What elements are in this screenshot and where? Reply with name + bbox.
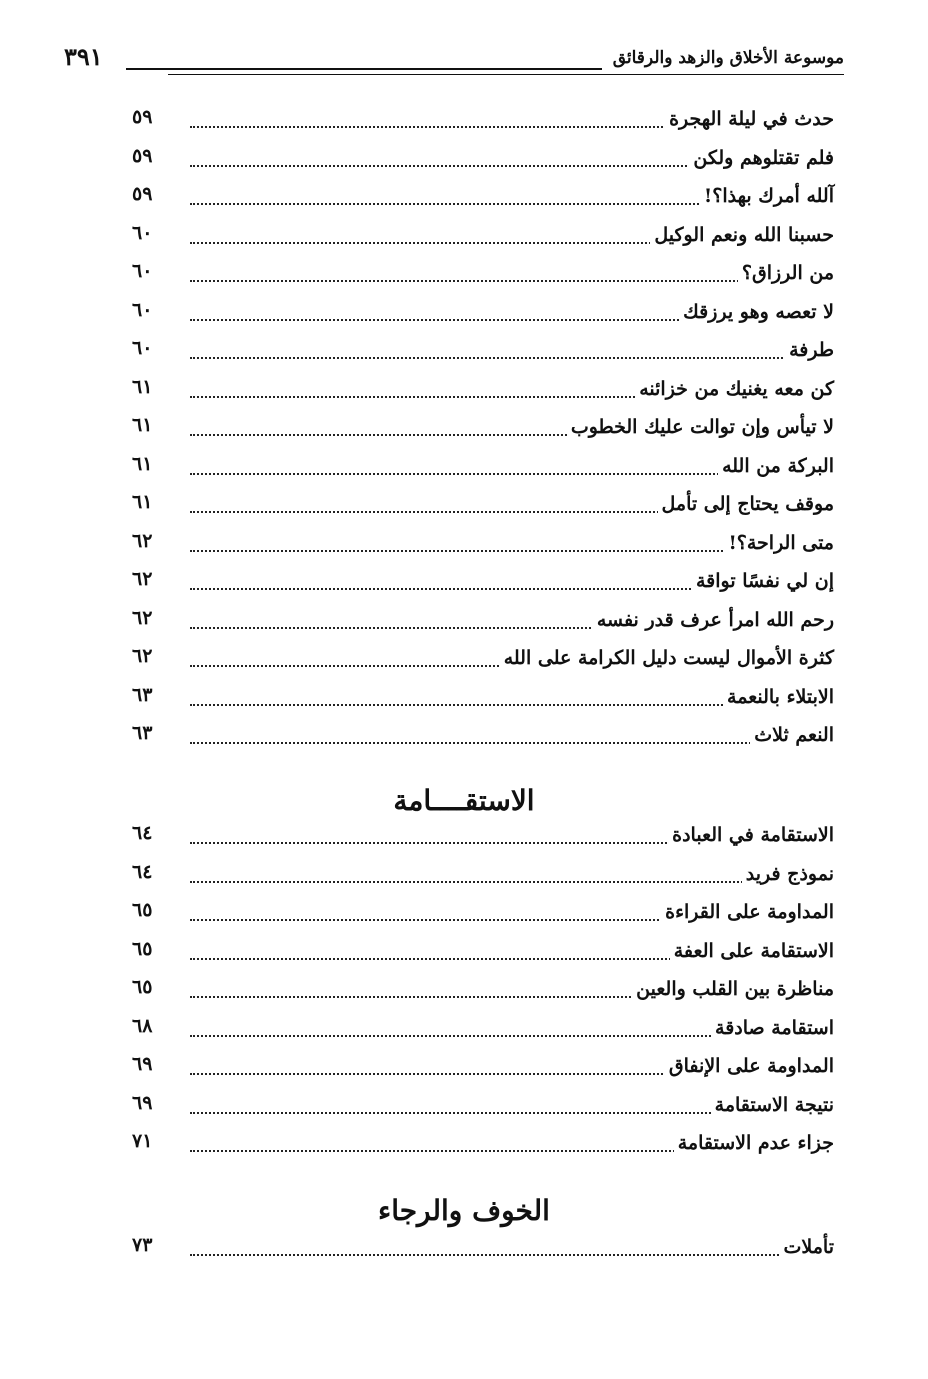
toc-entry-title: نموذج فريد — [742, 863, 834, 885]
section-heading-khawf: الخوف والرجاء — [378, 1194, 550, 1227]
toc-entry — [118, 897, 834, 936]
toc-entry-page: ٦١ — [132, 375, 153, 398]
toc-entry-title: البركة من الله — [718, 455, 834, 477]
toc-entry-page: ٥٩ — [132, 183, 153, 205]
toc-entry — [118, 143, 834, 182]
toc-entry — [118, 104, 834, 143]
toc-entry-page: ٦٢ — [132, 529, 153, 552]
toc-entry-page: ٦٥ — [132, 899, 153, 921]
page-header — [64, 42, 844, 78]
toc-entry-page: ٦٤ — [132, 860, 153, 883]
toc-section-3 — [118, 1232, 834, 1271]
toc-entry — [118, 258, 834, 297]
toc-entry-page: ٧١ — [132, 1130, 153, 1152]
toc-entry-title: تأملات — [780, 1236, 834, 1258]
toc-entry-page: ٧٣ — [132, 1234, 153, 1256]
toc-entry-page: ٦١ — [132, 414, 153, 436]
toc-entry — [118, 605, 834, 644]
toc-entry-page: ٦١ — [132, 491, 153, 513]
toc-entry-title: إن لي نفسًا تواقة — [692, 570, 834, 592]
toc-entry-title: رحم الله امرأ عرف قدر نفسه — [593, 609, 834, 631]
toc-entry-title: حدث في ليلة الهجرة — [665, 108, 834, 130]
toc-entry-title: كن معه يغنيك من خزائنه — [635, 378, 834, 400]
toc-entry — [118, 412, 834, 451]
toc-entry-title: لا تعصه وهو يرزقك — [679, 301, 834, 323]
toc-entry-title: لا تيأس وإن توالت عليك الخطوب — [567, 416, 834, 438]
toc-entry-page: ٦٠ — [132, 337, 153, 359]
toc-section-2 — [118, 820, 834, 1167]
header-rule-thin — [168, 74, 844, 75]
toc-entry-title: فلم تقتلوهم ولكن — [689, 147, 834, 169]
toc-entry — [118, 859, 834, 898]
toc-entry-title: مناظرة بين القلب والعين — [632, 978, 834, 1000]
leader-dots — [190, 742, 834, 744]
section-heading-istiqama: الاستقــــامة — [393, 784, 535, 817]
toc-entry-page: ٦٥ — [132, 976, 153, 998]
toc-entry — [118, 220, 834, 259]
toc-entry-page: ٦٠ — [132, 260, 153, 282]
toc-entry — [118, 643, 834, 682]
toc-entry — [118, 374, 834, 413]
toc-entry — [118, 181, 834, 220]
toc-entry-title: المداومة على القراءة — [661, 901, 834, 923]
toc-entry-page: ٦٥ — [132, 937, 153, 960]
page-number: ٣٩١ — [64, 42, 103, 71]
toc-entry — [118, 489, 834, 528]
book-title: موسوعة الأخلاق والزهد والرقائق — [612, 48, 844, 68]
toc-entry-title: كثرة الأموال ليست دليل الكرامة على الله — [500, 647, 834, 669]
toc-entry-page: ٦٣ — [132, 683, 153, 706]
toc-entry-title: موقف يحتاج إلى تأمل — [658, 493, 834, 515]
toc-entry-page: ٥٩ — [132, 144, 153, 167]
toc-entry-title: نتيجة الاستقامة — [711, 1094, 834, 1116]
toc-entry-page: ٦٣ — [132, 722, 153, 744]
toc-entry-title: استقامة صادقة — [711, 1017, 834, 1039]
toc-entry-page: ٦٢ — [132, 645, 153, 667]
toc-entry — [118, 1051, 834, 1090]
toc-entry-page: ٦٠ — [132, 221, 153, 244]
leader-dots — [190, 1254, 834, 1256]
toc-entry — [118, 974, 834, 1013]
header-rule — [126, 68, 602, 70]
toc-entry-page: ٦٩ — [132, 1091, 153, 1114]
toc-entry — [118, 682, 834, 721]
toc-entry-title: متى الراحة؟! — [724, 532, 834, 554]
toc-entry — [118, 720, 834, 759]
toc-entry — [118, 1090, 834, 1129]
toc-entry — [118, 1013, 834, 1052]
toc-entry — [118, 820, 834, 859]
toc-entry — [118, 936, 834, 975]
toc-entry — [118, 566, 834, 605]
toc-entry — [118, 335, 834, 374]
toc-entry-page: ٦١ — [132, 452, 153, 475]
toc-entry-page: ٦٤ — [132, 822, 153, 844]
toc-entry — [118, 528, 834, 567]
toc-entry-title: طرفة — [785, 339, 834, 361]
toc-entry-title: جزاء عدم الاستقامة — [674, 1132, 834, 1154]
leader-dots — [190, 357, 834, 359]
toc-entry-title: الاستقامة في العبادة — [668, 824, 834, 846]
toc-entry-page: ٥٩ — [132, 106, 153, 128]
toc-entry-page: ٦٨ — [132, 1014, 153, 1037]
toc-entry-title: حسبنا الله ونعم الوكيل — [650, 224, 834, 246]
leader-dots — [190, 881, 834, 883]
toc-entry-page: ٦٩ — [132, 1053, 153, 1075]
toc-entry — [118, 1232, 834, 1271]
toc-entry-page: ٦٠ — [132, 298, 153, 321]
toc-entry-title: الاستقامة على العفة — [670, 940, 834, 962]
toc-entry-title: الابتلاء بالنعمة — [723, 686, 834, 708]
toc-entry-title: آلله أمرك بهذا؟! — [700, 185, 834, 207]
toc-entry — [118, 451, 834, 490]
toc-entry-title: النعم ثلاث — [750, 724, 834, 746]
toc-section-1 — [118, 104, 834, 759]
toc-entry — [118, 297, 834, 336]
toc-entry-title: المداومة على الإنفاق — [665, 1055, 834, 1077]
toc-entry-page: ٦٢ — [132, 568, 153, 590]
toc-entry — [118, 1128, 834, 1167]
toc-entry-title: من الرزاق؟ — [738, 262, 834, 284]
toc-entry-page: ٦٢ — [132, 606, 153, 629]
